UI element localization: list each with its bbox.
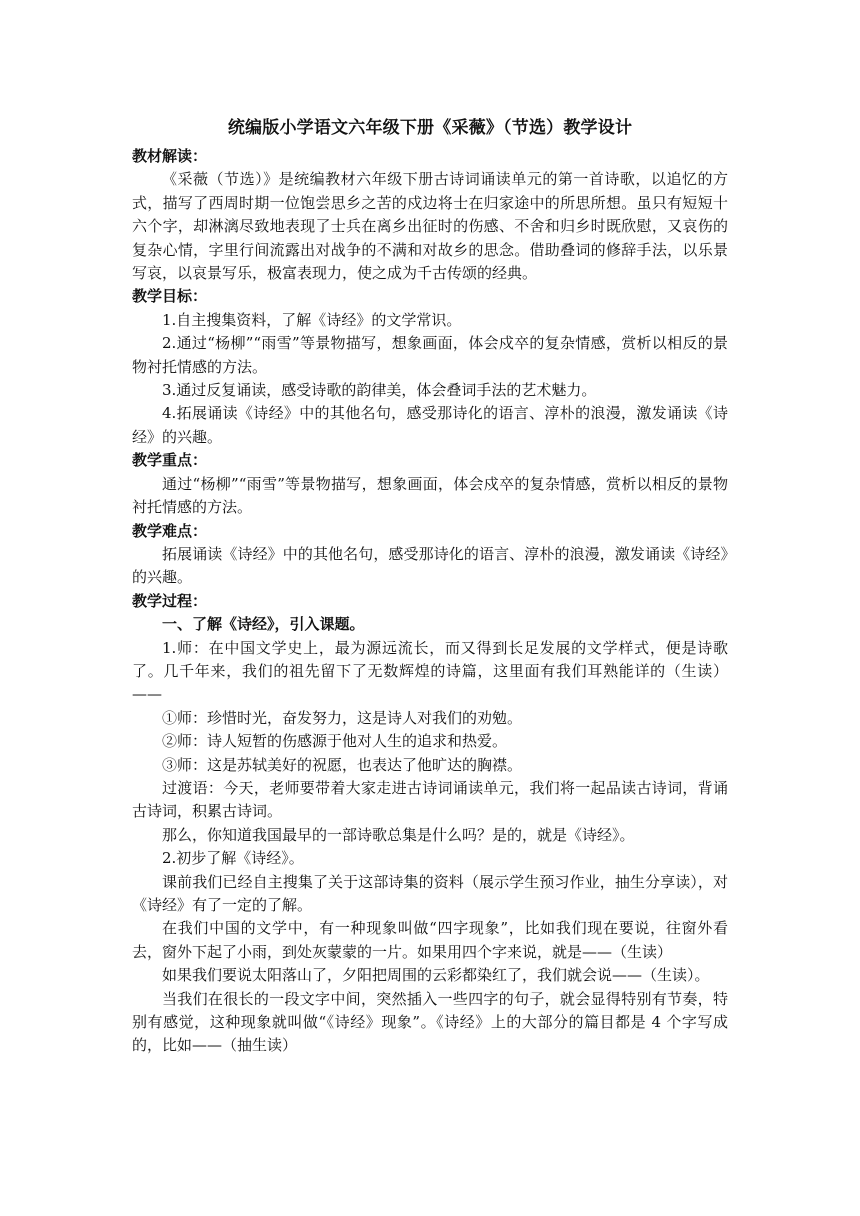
section-heading-teaching-process: 教学过程： [132, 591, 208, 610]
paragraph: 《采薇（节选）》是统编教材六年级下册古诗词诵读单元的第一首诗歌，以追忆的方式，描写了西周时期一位饱尝思乡之苦的戍边将士在归家途中的所思所想。虽只有短短十六个字，却淋漓尽致地表现了士兵在离乡出征时的伤感、不舍和归乡时既欣慰，又哀伤的复杂心情，字里行间流露出对战争的不满和对故乡的思念。借助叠词的修辞手法，以乐景写哀，以哀景写乐，极富表现力，使之成为千古传颂的经典。 [132, 170, 728, 283]
section-heading-teaching-goals: 教学目标： [132, 287, 208, 306]
section-heading-teaching-difficulty: 教学难点： [132, 521, 208, 540]
goal-item: 2.通过“杨柳”“雨雪”等景物描写，想象画面，体会戍卒的复杂情感，赏析以相反的景物衬托情感的方法。 [132, 334, 728, 376]
goal-item: 4.拓展诵读《诗经》中的其他名句，感受那诗化的语言、淳朴的浪漫，激发诵读《诗经》的兴趣。 [132, 404, 728, 446]
paragraph: 当我们在很长的一段文字中间，突然插入一些四字的句子，就会显得特别有节奏，特别有感觉，这种现象就叫做“《诗经》现象”。《诗经》上的大部分的篇目都是 4 个字写成的，比如——（抽生读） [132, 989, 728, 1055]
paragraph: 在我们中国的文学中，有一种现象叫做“四字现象”，比如我们现在要说，往窗外看去，窗外下起了小雨，到处灰蒙蒙的一片。如果用四个字来说，就是——（生读） [132, 919, 728, 961]
paragraph: ①师：珍惜时光，奋发努力，这是诗人对我们的劝勉。 [162, 708, 523, 727]
section-heading-teaching-focus: 教学重点： [132, 451, 208, 470]
paragraph: 如果我们要说太阳落山了，夕阳把周围的云彩都染红了，我们就会说——（生读）。 [162, 966, 710, 985]
section-heading-textbook-interpretation: 教材解读： [132, 147, 208, 165]
paragraph: ②师：诗人短暂的伤感源于他对人生的追求和热爱。 [162, 732, 508, 751]
paragraph: 通过“杨柳”“雨雪”等景物描写，想象画面，体会戍卒的复杂情感，赏析以相反的景物衬托情感的方法。 [132, 474, 728, 517]
paragraph: ③师：这是苏轼美好的祝愿，也表达了他旷达的胸襟。 [162, 755, 523, 774]
document-title: 统编版小学语文六年级下册《采薇》（节选）教学设计 [227, 118, 633, 138]
goal-item: 3.通过反复诵读，感受诗歌的韵律美，体会叠词手法的艺术魅力。 [162, 381, 597, 400]
paragraph: 2.初步了解《诗经》。 [162, 849, 304, 868]
paragraph: 过渡语：今天，老师要带着大家走进古诗词诵读单元，我们将一起品读古诗词，背诵古诗词，积累古诗词。 [132, 778, 728, 821]
paragraph: 1.师：在中国文学史上，最为源远流长，而又得到长足发展的文学样式，便是诗歌了。几千年来，我们的祖先留下了无数辉煌的诗篇，这里面有我们耳熟能详的（生读）—— [132, 638, 728, 704]
paragraph: 那么，你知道我国最早的一部诗歌总集是什么吗？是的，就是《诗经》。 [162, 825, 635, 844]
goal-item: 1.自主搜集资料，了解《诗经》的文学常识。 [162, 310, 462, 329]
subsection-heading: 一、了解《诗经》，引入课题。 [162, 615, 365, 634]
paragraph: 课前我们已经自主搜集了关于这部诗集的资料（展示学生预习作业，抽生分享读），对《诗经》有了一定的了解。 [132, 872, 728, 914]
paragraph: 拓展诵读《诗经》中的其他名句，感受那诗化的语言、淳朴的浪漫，激发诵读《诗经》的兴趣。 [132, 544, 728, 587]
